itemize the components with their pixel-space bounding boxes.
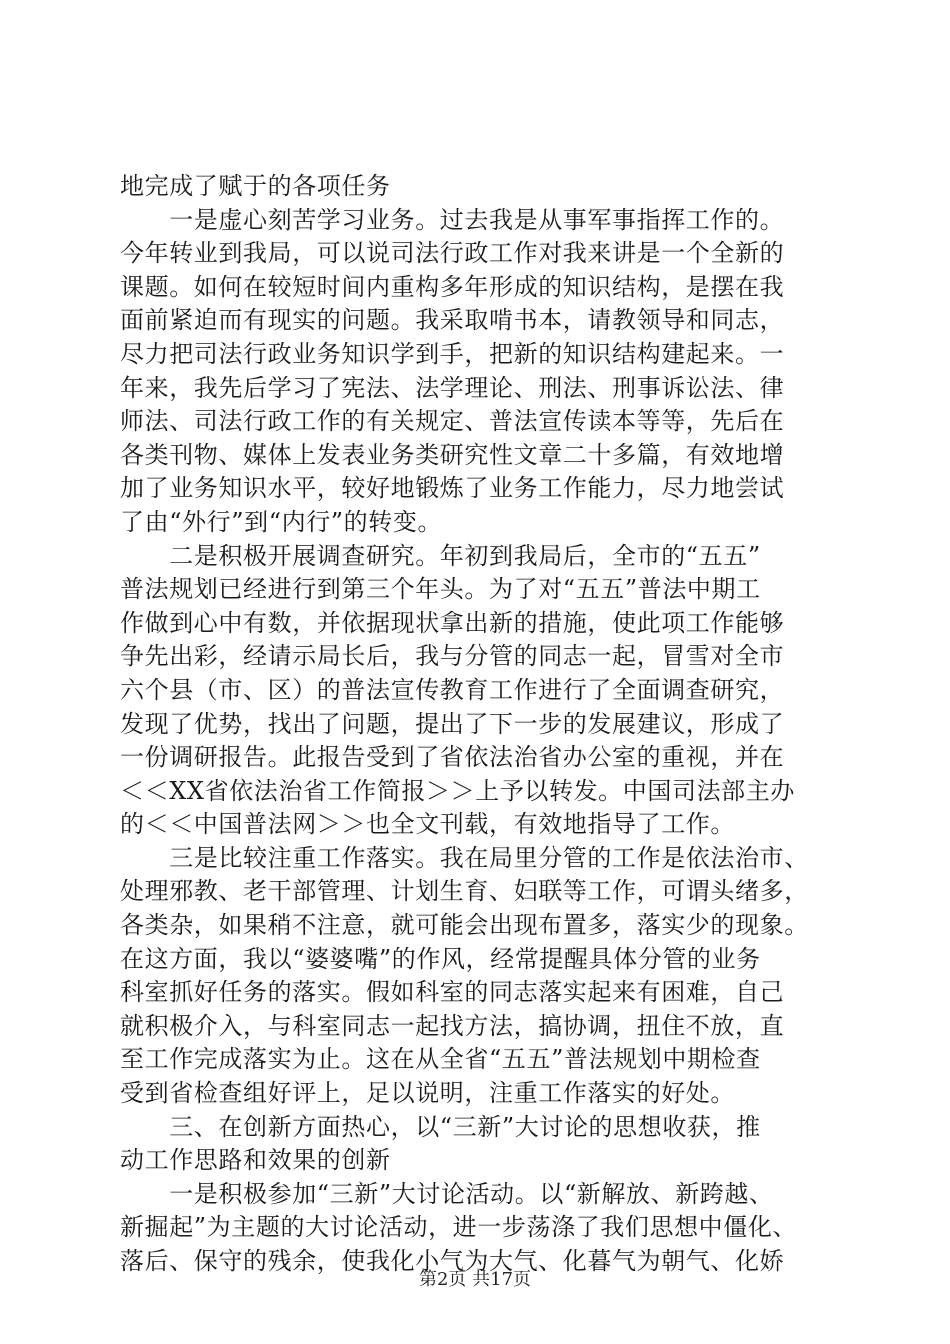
- text-line: ＜＜XX省依法治省工作简报＞＞上予以转发。中国司法部主办: [120, 776, 795, 805]
- text-line: 就积极介入，与科室同志一起找方法，搞协调，扭住不放，直: [120, 1011, 785, 1040]
- text-line: 各类刊物、媒体上发表业务类研究性文章二十多篇，有效地增: [120, 440, 785, 469]
- text-line: 的＜＜中国普法网＞＞也全文刊载，有效地指导了工作。: [120, 810, 735, 839]
- text-line: 动工作思路和效果的创新: [120, 1146, 391, 1175]
- text-line: 课题。如何在较短时间内重构多年形成的知识结构，是摆在我: [120, 272, 785, 301]
- text-line: 落后、保守的残余，使我化小气为大气、化暮气为朝气、化娇: [120, 1247, 785, 1275]
- text-line: 二是积极开展调查研究。年初到我局后，全市的“五五”: [120, 541, 761, 570]
- text-line: 争先出彩，经请示局长后，我与分管的同志一起，冒雪对全市: [120, 642, 785, 671]
- text-line: 三是比较注重工作落实。我在局里分管的工作是依法治市、: [120, 843, 809, 872]
- text-line: 今年转业到我局，可以说司法行政工作对我来讲是一个全新的: [120, 239, 785, 268]
- text-line: 一是积极参加“三新”大讨论活动。以“新解放、新跨越、: [120, 1179, 774, 1208]
- text-line: 面前紧迫而有现实的问题。我采取啃书本，请教领导和同志，: [120, 306, 785, 335]
- text-line: 至工作完成落实为止。这在从全省“五五”普法规划中期检查: [120, 1045, 761, 1074]
- text-line: 三、在创新方面热心，以“三新”大讨论的思想收获，推: [120, 1112, 761, 1141]
- text-line: 发现了优势，找出了问题，提出了下一步的发展建议，形成了: [120, 709, 785, 738]
- text-line: 各类杂，如果稍不注意，就可能会出现布置多，落实少的现象。: [120, 911, 809, 940]
- text-line: 在这方面，我以“婆婆嘴”的作风，经常提醒具体分管的业务: [120, 944, 761, 973]
- text-line: 了由“外行”到“内行”的转变。: [120, 507, 443, 536]
- text-line: 年来，我先后学习了宪法、法学理论、刑法、刑事诉讼法、律: [120, 373, 785, 402]
- text-line: 地完成了赋于的各项任务: [120, 172, 391, 200]
- text-line: 一份调研报告。此报告受到了省依法治省办公室的重视，并在: [120, 743, 785, 772]
- text-line: 加了业务知识水平，较好地锻炼了业务工作能力，尽力地尝试: [120, 474, 785, 503]
- text-line: 六个县（市、区）的普法宣传教育工作进行了全面调查研究，: [120, 675, 785, 704]
- document-body: [120, 170, 840, 1279]
- text-line: 科室抓好任务的落实。假如科室的同志落实起来有困难，自己: [120, 978, 785, 1007]
- text-line: 作做到心中有数，并依据现状拿出新的措施，使此项工作能够: [120, 608, 785, 637]
- page-number-footer: 第2页 共17页: [418, 1269, 532, 1290]
- text-line: 普法规划已经进行到第三个年头。为了对“五五”普法中期工: [120, 575, 761, 604]
- text-line: 新掘起”为主题的大讨论活动，进一步荡涤了我们思想中僵化、: [120, 1213, 798, 1242]
- text-line: 一是虚心刻苦学习业务。过去我是从事军事指挥工作的。: [120, 205, 785, 234]
- text-line: 师法、司法行政工作的有关规定、普法宣传读本等等，先后在: [120, 407, 785, 436]
- text-line: 处理邪教、老干部管理、计划生育、妇联等工作，可谓头绪多，: [120, 877, 809, 906]
- text-line: 尽力把司法行政业务知识学到手，把新的知识结构建起来。一: [120, 339, 785, 368]
- text-line: 受到省检查组好评上，足以说明，注重工作落实的好处。: [120, 1079, 735, 1108]
